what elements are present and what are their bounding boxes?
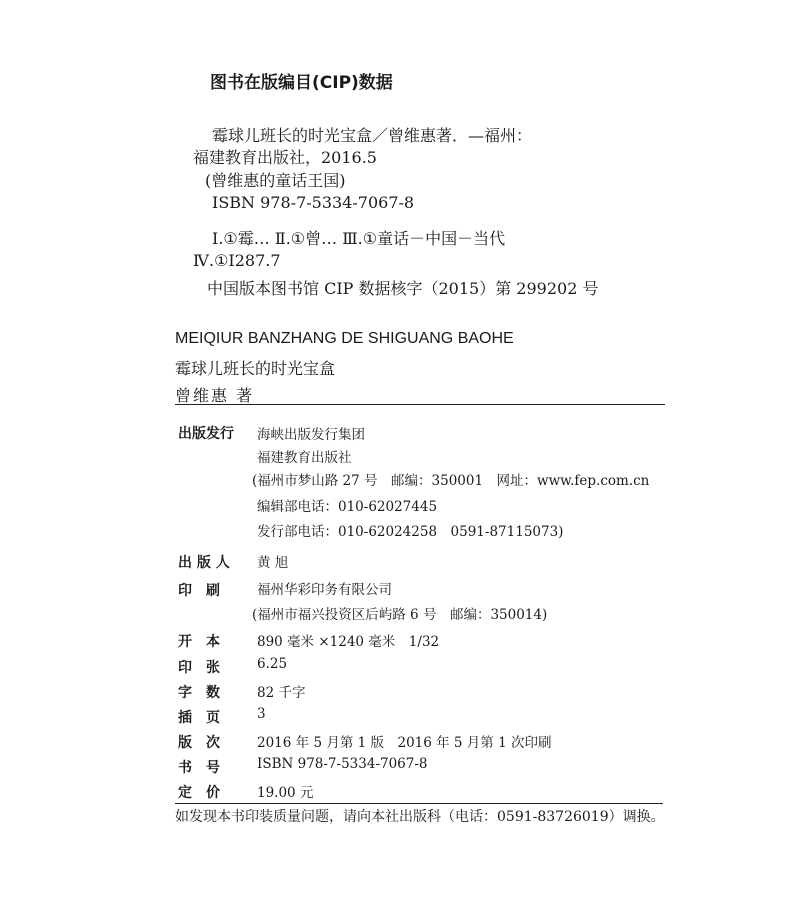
cip-record-line: 福建教育出版社，2016.5: [193, 148, 377, 167]
sheets-label: 印 张: [178, 660, 220, 676]
publisher-address: (福州市梦山路 27 号 邮编：350001 网址：www.fep.com.cn: [252, 473, 650, 489]
publisher-house: 福建教育出版社: [257, 450, 352, 466]
format-value: 890 毫米 ×1240 毫米 1/32: [257, 634, 440, 650]
publisher-group: 海峡出版发行集团: [257, 427, 365, 443]
cip-record-line: 霉球儿班长的时光宝盒／曾维惠著．—福州：: [212, 126, 533, 145]
cip-data-number: 中国版本图书馆 CIP 数据核字（2015）第 299202 号: [207, 279, 599, 298]
words-value: 82 千字: [257, 685, 306, 701]
isbn-value: ISBN 978-7-5334-7067-8: [257, 756, 428, 772]
cip-record-line: Ⅰ.①霉… Ⅱ.①曾… Ⅲ.①童话－中国－当代: [212, 229, 506, 248]
format-label: 开 本: [178, 634, 220, 650]
publisher-person-label: 出 版 人: [178, 555, 230, 571]
cip-heading: 图书在版编目(CIP)数据: [210, 73, 393, 93]
publisher-person: 黄 旭: [257, 555, 289, 571]
sheets-value: 6.25: [257, 656, 288, 672]
edition-label: 版 次: [178, 735, 220, 751]
quality-notice: 如发现本书印装质量问题，请向本社出版科（电话：0591-83726019）调换。: [175, 809, 665, 825]
book-title-english: MEIQIUR BANZHANG DE SHIGUANG BAOHE: [175, 330, 514, 347]
divider-top: [175, 404, 665, 405]
printer-name: 福州华彩印务有限公司: [257, 582, 392, 598]
price-label: 定 价: [178, 785, 220, 801]
printer-label: 印 刷: [178, 583, 220, 599]
book-author: 曾维惠 著: [175, 386, 255, 405]
price-value: 19.00 元: [257, 785, 314, 801]
cip-record-line: Ⅳ.①I287.7: [193, 251, 281, 270]
printer-address: (福州市福兴投资区后屿路 6 号 邮编：350014): [252, 607, 548, 623]
publisher-label: 出版发行: [178, 426, 234, 442]
plates-value: 3: [257, 706, 266, 722]
cip-record-line: (曾维惠的童话王国): [205, 171, 346, 190]
book-title-chinese: 霉球儿班长的时光宝盒: [175, 359, 336, 378]
isbn-label: 书 号: [178, 760, 220, 776]
editorial-phone: 编辑部电话：010-62027445: [257, 499, 438, 515]
words-label: 字 数: [178, 685, 220, 701]
plates-label: 插 页: [178, 710, 220, 726]
edition-value: 2016 年 5 月第 1 版 2016 年 5 月第 1 次印刷: [257, 735, 552, 751]
divider-bottom: [175, 803, 663, 804]
cip-record-line: ISBN 978-7-5334-7067-8: [212, 193, 415, 212]
distribution-phone: 发行部电话：010-62024258 0591-87115073): [257, 524, 564, 540]
